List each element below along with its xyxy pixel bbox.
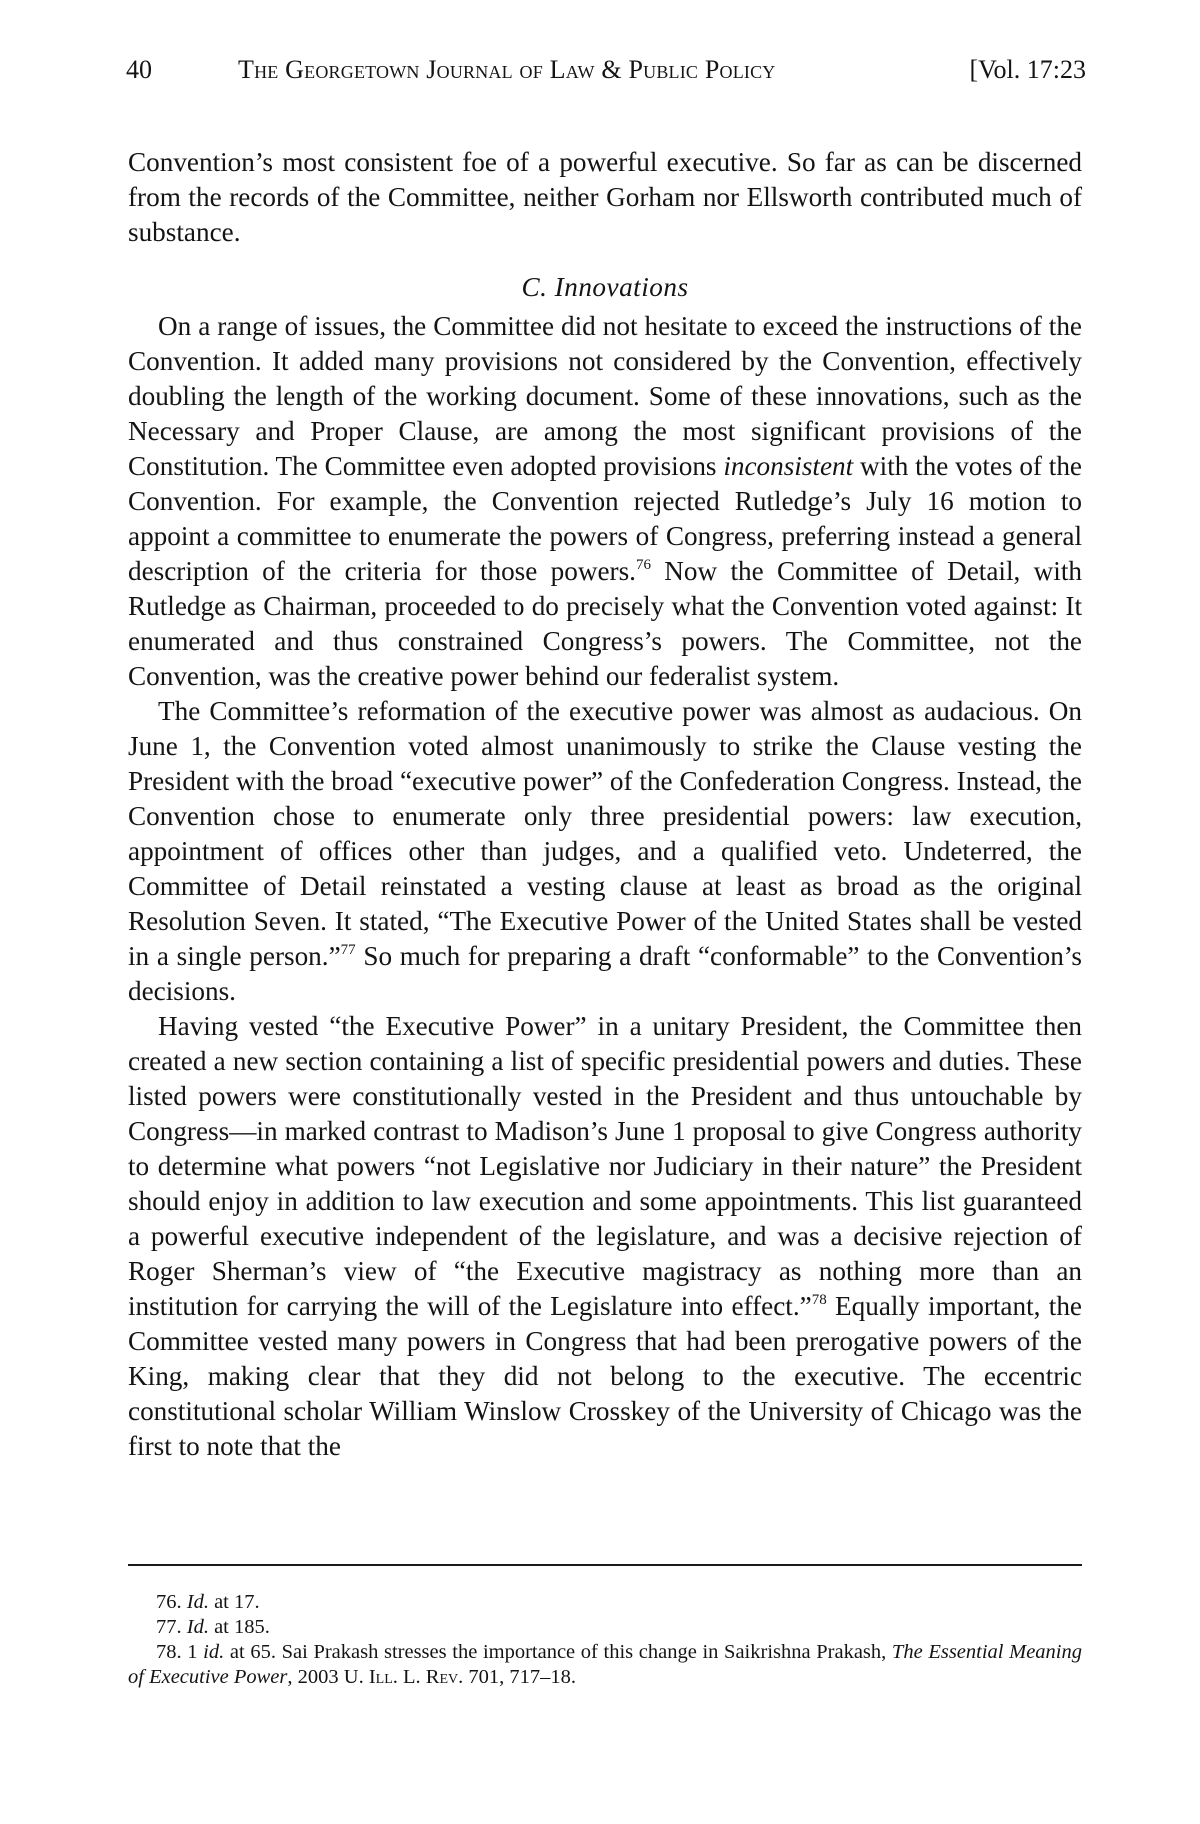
footnote-number: 78. xyxy=(156,1641,182,1663)
footnote-text: 1 xyxy=(181,1641,204,1663)
page-number: 40 xyxy=(126,55,152,84)
text-run: Equally important, the Committee vested many powers in Congress that had been prerogative powers of the King, making clear that they did not belong to the executive. The eccentric constitutional scholar William Winslow Crosskey of the University of Chicago was the first to note that the xyxy=(128,1291,1082,1461)
footnote-number: 76. xyxy=(156,1591,182,1613)
footnote-text: . 701, 717–18. xyxy=(458,1666,577,1688)
emphasis-text: inconsistent xyxy=(723,451,854,481)
running-header xyxy=(126,55,1086,95)
text-run: On a range of issues, the Committee did not hesitate to exceed the instructions of the Convention. It added many provisions not considered by the Convention, effectively doubling the length of the working document. Some of these innovations, such as the Necessary and Proper Clause, are among the most significant provisions of the Constitution. The Committee even adopted provisions xyxy=(128,311,1082,481)
citation-id: Id. xyxy=(186,1591,209,1613)
footnote-ref-77[interactable]: 77 xyxy=(340,942,356,958)
paragraph-innovations xyxy=(128,309,1082,694)
journal-abbrev: Rev xyxy=(425,1666,459,1688)
paragraph-continued: Convention’s most consistent foe of a powerful executive. So far as can be discerned from the records of the Committee, neither Gorham nor Ellsworth contributed much of substance. xyxy=(128,147,1082,247)
citation-id: id. xyxy=(203,1641,225,1663)
footnote-76 xyxy=(128,1590,1082,1615)
footnote-divider xyxy=(128,1564,1082,1566)
journal-abbrev: Ill xyxy=(368,1666,393,1688)
text-run: Now the Committee of Detail, with Rutledge as Chairman, proceeded to do precisely what the Convention voted against: It enumerated and thus constrained Congress’s powers. The Committee, not the Convention, was the creative power behind our federalist system. xyxy=(128,556,1082,691)
volume-citation: [Vol. 17:23 xyxy=(969,55,1086,84)
footnote-text: at 65. Sai Prakash stresses the importance of this change in Saikrishna Prakash, xyxy=(224,1641,892,1663)
article-body xyxy=(128,145,1082,1464)
paragraph-unitary-president xyxy=(128,1009,1082,1464)
footnote-ref-78[interactable]: 78 xyxy=(811,1292,827,1308)
cited-work-title: The Essential Meaning of Executive Power xyxy=(128,1641,1082,1688)
section-heading: C. Innovations xyxy=(521,272,689,302)
text-run: with the votes of the Convention. For example, the Convention rejected Rutledge’s July 16 motion to appoint a committee to enumerate the powers of Congress, preferring instead a general description of the criteria for those powers. xyxy=(128,451,1082,586)
footnote-77 xyxy=(128,1615,1082,1640)
footnote-78 xyxy=(128,1640,1082,1690)
footnote-text: at 185. xyxy=(208,1616,270,1638)
footnote-number: 77. xyxy=(156,1616,182,1638)
citation-id: Id. xyxy=(186,1616,209,1638)
journal-title: The Georgetown Journal of Law & Public Policy xyxy=(238,55,776,84)
text-run: Having vested “the Executive Power” in a unitary President, the Committee then created a new section containing a list of specific presidential powers and duties. These listed powers were constitutionally vested in the President and thus untouchable by Congress—in marked contrast to Madison’s June 1 proposal to give Congress authority to determine what powers “not Legislative nor Judiciary in their nature” the President should enjoy in addition to law execution and some appointments. This list guaranteed a powerful executive independent of the legislature, and was a decisive rejection of Roger Sherman’s view of “the Executive magistracy as nothing more than an institution for carrying the will of the Legislature into effect.” xyxy=(128,1011,1082,1321)
footnote-text: at 17. xyxy=(208,1591,260,1613)
footnote-text: . L. xyxy=(392,1666,426,1688)
text-run: The Committee’s reformation of the executive power was almost as audacious. On June 1, the Convention voted almost unanimously to strike the Clause vesting the President with the broad “executive power” of the Confederation Congress. Instead, the Convention chose to enumerate only three presidential powers: law execution, appointment of offices other than judges, and a qualified veto. Undeterred, the Committee of Detail reinstated a vesting clause at least as broad as the original Resolution Seven. It stated, “The Executive Power of the United States shall be vested in a single person.” xyxy=(128,696,1082,971)
footnote-text: , 2003 U. xyxy=(287,1666,369,1688)
footnotes xyxy=(128,1590,1082,1690)
text-run: So much for preparing a draft “conformable” to the Convention’s decisions. xyxy=(128,941,1082,1006)
footnote-ref-76[interactable]: 76 xyxy=(635,557,651,573)
paragraph-executive-power xyxy=(128,694,1082,1009)
